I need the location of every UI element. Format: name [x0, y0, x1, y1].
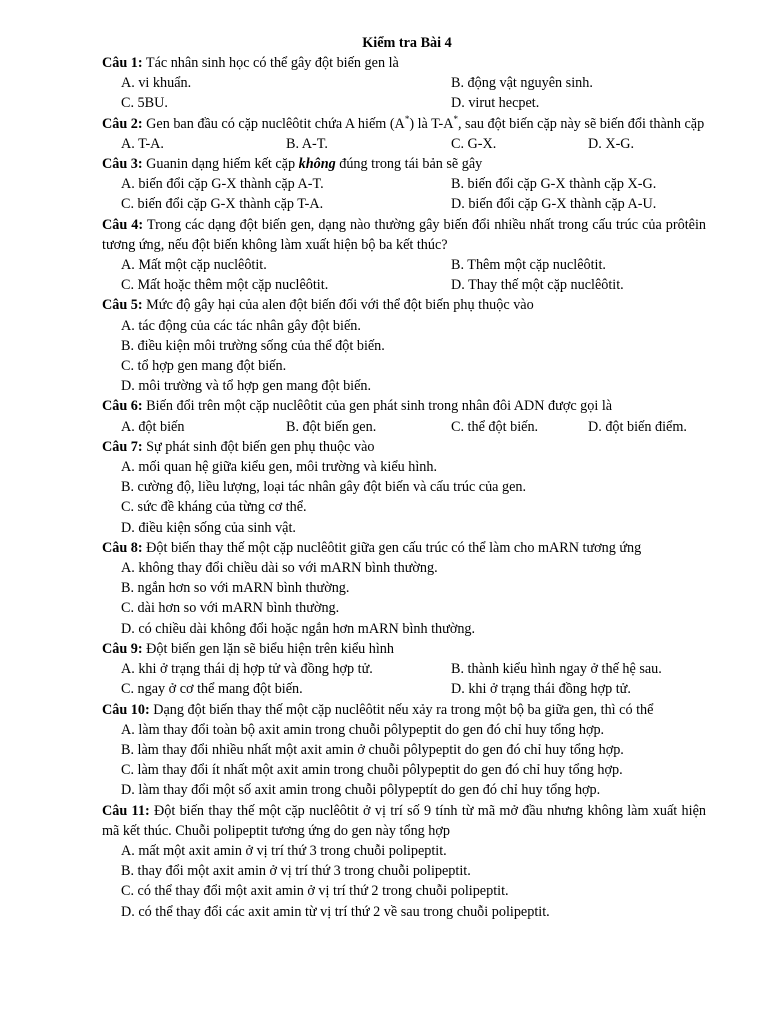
answer-options — [102, 558, 706, 639]
question-stem — [102, 53, 706, 73]
question-text: Mức độ gây hại của alen đột biến đối với thể đột biến phụ thuộc vào — [142, 297, 534, 314]
question-text-part: Gen ban đầu có cặp nuclêôtit chứa A hiếm (A — [142, 115, 405, 132]
answer-option-c: C. G-X. — [451, 135, 497, 152]
question-text: Sự phát sinh đột biến gen phụ thuộc vào — [142, 438, 375, 455]
answer-options — [102, 417, 706, 437]
question-stem — [102, 700, 706, 720]
answer-option-b: B. biến đổi cặp G-X thành cặp X-G. — [451, 176, 657, 193]
question-9 — [102, 639, 706, 700]
question-5 — [102, 295, 706, 396]
answer-option-c: C. tổ hợp gen mang đột biến. — [121, 358, 287, 375]
question-stem — [102, 437, 706, 457]
question-text: Đột biến thay thế một cặp nuclêôtit ở vị trí số 9 tính từ mã mở đầu nhưng không làm xuất hiện mã kết thúc. Chuỗi polipeptit tương ứng do gen này tổng hợp — [102, 802, 706, 839]
answer-option-d: D. virut hecpet. — [451, 95, 540, 112]
question-label: Câu 10: — [102, 701, 150, 718]
answer-option-d: D. khi ở trạng thái đồng hợp tử. — [451, 681, 631, 698]
question-6 — [102, 396, 706, 436]
answer-option-b: B. đột biến gen. — [286, 418, 377, 435]
question-list — [102, 53, 706, 922]
answer-option-d: D. làm thay đổi một số axit amin trong chuỗi pôlypeptít do gen đó chỉ huy tổng hợp. — [121, 782, 601, 799]
answer-option-c: C. 5BU. — [121, 95, 168, 112]
answer-options — [102, 134, 706, 154]
answer-options — [102, 659, 706, 699]
question-text-part: đúng trong tái bản sẽ gây — [335, 156, 483, 173]
answer-option-d: D. môi trường và tổ hợp gen mang đột biến. — [121, 378, 372, 395]
question-text: Biến đổi trên một cặp nuclêôtit của gen phát sinh trong nhân đôi ADN được gọi là — [142, 398, 613, 415]
question-text-part: ) là T-A — [409, 115, 454, 132]
question-text: Tác nhân sinh học có thể gây đột biến gen là — [142, 55, 399, 71]
superscript-mark: * — [404, 113, 410, 124]
question-text: Đột biến thay thế một cặp nuclêôtit giữa gen cấu trúc có thể làm cho mARN tương ứng — [142, 539, 642, 556]
answer-option-a: A. Mất một cặp nuclêôtit. — [121, 257, 267, 274]
question-label: Câu 9: — [102, 640, 143, 657]
question-label: Câu 3: — [102, 156, 143, 173]
answer-option-c: C. làm thay đổi ít nhất một axit amin trong chuỗi pôlypeptit do gen đó chỉ huy tổng hợp. — [121, 762, 623, 779]
answer-option-d: D. đột biến điểm. — [588, 418, 687, 435]
question-8 — [102, 538, 706, 639]
question-stem — [102, 295, 706, 315]
answer-option-c: C. có thể thay đổi một axit amin ở vị trí thứ 2 trong chuỗi polipeptit. — [121, 883, 509, 900]
answer-option-c: C. sức đề kháng của từng cơ thể. — [121, 499, 307, 516]
answer-options — [102, 73, 706, 113]
answer-option-b: B. làm thay đổi nhiều nhất một axit amin ở chuỗi pôlypeptit do gen đó chỉ huy tổng hợp. — [121, 741, 624, 758]
answer-option-b: B. thay đổi một axit amin ở vị trí thứ 3 trong chuỗi polipeptit. — [121, 863, 471, 880]
answer-option-b: B. cường độ, liều lượng, loại tác nhân gây đột biến và cấu trúc của gen. — [121, 479, 527, 496]
question-text-part: Guanin dạng hiếm kết cặp — [142, 156, 299, 173]
answer-option-d: D. biến đổi cặp G-X thành cặp A-U. — [451, 196, 657, 213]
answer-option-a: A. tác động của các tác nhân gây đột biến. — [121, 317, 361, 334]
answer-options — [102, 457, 706, 538]
answer-option-c: C. ngay ở cơ thể mang đột biến. — [121, 681, 303, 698]
answer-option-b: B. thành kiểu hình ngay ở thế hệ sau. — [451, 661, 662, 678]
answer-option-c: C. thể đột biến. — [451, 418, 539, 435]
answer-option-a: A. làm thay đổi toàn bộ axit amin trong chuỗi pôlypeptit do gen đó chỉ huy tổng hợp. — [121, 721, 605, 738]
answer-option-d: D. X-G. — [588, 135, 635, 152]
question-1 — [102, 53, 706, 114]
answer-options — [102, 720, 706, 801]
question-11 — [102, 801, 706, 922]
answer-option-d: D. có chiều dài không đổi hoặc ngắn hơn mARN bình thường. — [121, 620, 476, 637]
answer-option-a: A. vi khuẩn. — [121, 75, 192, 92]
question-label: Câu 8: — [102, 539, 143, 556]
question-stem — [102, 396, 706, 416]
question-7 — [102, 437, 706, 538]
question-2 — [102, 114, 706, 154]
answer-option-a: A. mối quan hệ giữa kiểu gen, môi trường và kiểu hình. — [121, 459, 438, 476]
answer-options — [102, 316, 706, 397]
answer-option-a: A. biến đổi cặp G-X thành cặp A-T. — [121, 176, 324, 193]
question-stem — [102, 114, 706, 134]
question-label: Câu 5: — [102, 297, 143, 314]
question-3 — [102, 154, 706, 215]
answer-option-a: A. không thay đổi chiều dài so với mARN bình thường. — [121, 560, 438, 577]
answer-option-c: C. Mất hoặc thêm một cặp nuclêôtit. — [121, 277, 329, 294]
answer-option-b: B. ngắn hơn so với mARN bình thường. — [121, 580, 350, 597]
question-text: Dạng đột biến thay thế một cặp nuclêôtit nếu xảy ra trong một bộ ba giữa gen, thì có thể — [149, 701, 654, 718]
answer-option-a: A. T-A. — [121, 135, 164, 152]
answer-option-d: D. điều kiện sống của sinh vật. — [121, 519, 296, 536]
superscript-mark: * — [453, 113, 458, 124]
answer-option-b: B. A-T. — [286, 135, 328, 152]
answer-option-c: C. biến đổi cặp G-X thành cặp T-A. — [121, 196, 324, 213]
answer-option-a: A. đột biến — [121, 418, 185, 435]
answer-options — [102, 174, 706, 214]
question-label: Câu 6: — [102, 398, 143, 415]
question-label: Câu 4: — [102, 216, 144, 233]
question-label: Câu 11: — [102, 802, 150, 819]
emphasis-word: không — [298, 156, 336, 173]
answer-option-b: B. động vật nguyên sinh. — [451, 75, 593, 92]
question-stem — [102, 801, 706, 841]
question-10 — [102, 700, 706, 801]
question-text: Đột biến gen lặn sẽ biểu hiện trên kiểu hình — [142, 640, 394, 657]
question-label: Câu 7: — [102, 438, 143, 455]
question-text: Trong các dạng đột biến gen, dạng nào thường gây biến đổi nhiều nhất trong cấu trúc của prôtêin tương ứng, nếu đột biến không làm xuất hiện bộ ba kết thúc? — [102, 216, 706, 253]
answer-option-d: D. có thể thay đổi các axit amin từ vị trí thứ 2 về sau trong chuỗi polipeptit. — [121, 903, 550, 920]
answer-options — [102, 255, 706, 295]
question-text-part: , sau đột biến cặp này sẽ biến đổi thành cặp — [457, 115, 705, 132]
answer-option-a: A. khi ở trạng thái dị hợp tử và đồng hợp tử. — [121, 661, 373, 678]
question-4 — [102, 215, 706, 296]
answer-option-a: A. mất một axit amin ở vị trí thứ 3 trong chuỗi polipeptit. — [121, 842, 447, 859]
answer-option-c: C. dài hơn so với mARN bình thường. — [121, 600, 340, 617]
question-stem — [102, 154, 706, 174]
answer-option-d: D. Thay thế một cặp nuclêôtit. — [451, 277, 624, 294]
page-title: Kiểm tra Bài 4 — [362, 35, 452, 51]
question-label: Câu 2: — [102, 115, 143, 132]
question-label: Câu 1: — [102, 55, 143, 71]
question-stem — [102, 538, 706, 558]
answer-option-b: B. Thêm một cặp nuclêôtit. — [451, 257, 606, 274]
answer-options — [102, 841, 706, 922]
question-stem — [102, 639, 706, 659]
answer-option-b: B. điều kiện môi trường sống của thể đột biến. — [121, 337, 385, 354]
question-stem — [102, 215, 706, 255]
